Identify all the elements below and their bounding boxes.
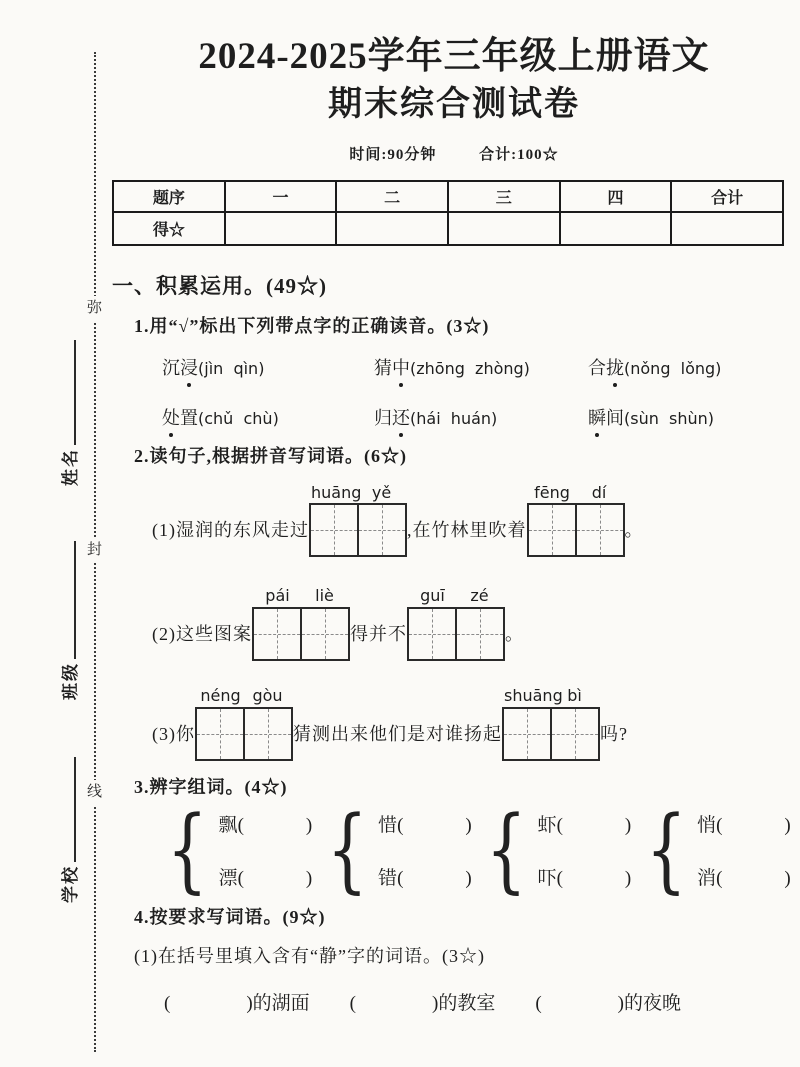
seal-char: 线 bbox=[86, 780, 103, 805]
paren-open: ( bbox=[556, 814, 563, 836]
q4-fill-suffix: 的夜晚 bbox=[624, 993, 682, 1015]
pinyin-box bbox=[407, 587, 505, 661]
q3-word-line bbox=[219, 863, 313, 890]
paren-close: ) bbox=[624, 814, 632, 836]
pinyin-box-label bbox=[197, 687, 291, 705]
q3-character: 悄 bbox=[697, 814, 717, 836]
q3-group-column bbox=[538, 810, 632, 890]
writing-grid-cell bbox=[504, 709, 550, 759]
score-table-col-header: 一 bbox=[225, 181, 337, 212]
writing-grid bbox=[195, 707, 293, 761]
sentence-text: 。 bbox=[624, 520, 644, 541]
q3-group-column bbox=[378, 810, 472, 890]
pinyin-box bbox=[502, 687, 600, 761]
pinyin-box-label bbox=[254, 587, 348, 605]
paren-close: ) bbox=[624, 867, 632, 889]
sentence-text: 猜测出来他们是对谁扬起 bbox=[293, 723, 502, 744]
score-table-col-header: 二 bbox=[336, 181, 448, 212]
paren-open: ( bbox=[164, 993, 171, 1015]
margin-field-label: 班级 bbox=[61, 662, 80, 700]
paren-open: ( bbox=[397, 814, 404, 836]
writing-grid-cell bbox=[455, 609, 503, 659]
writing-grid bbox=[252, 607, 350, 661]
paper-title-line2: 期末综合测试卷 bbox=[328, 86, 580, 124]
pinyin-syllable: liè bbox=[315, 586, 334, 606]
writing-grid-cell bbox=[311, 505, 357, 555]
q1-item bbox=[162, 354, 374, 380]
pinyin-box-label bbox=[529, 484, 623, 502]
q1-char-dotted: 处 bbox=[162, 404, 180, 430]
margin-field-name bbox=[56, 340, 81, 486]
pinyin-syllable: néng bbox=[200, 685, 241, 705]
q2-sentence bbox=[152, 687, 796, 761]
sentence-text: ,在竹林里吹着 bbox=[407, 520, 527, 541]
score-table-header-row bbox=[113, 181, 783, 212]
q3-group-column bbox=[697, 810, 791, 890]
sentence-text: 吗? bbox=[600, 723, 628, 744]
q1-items bbox=[162, 354, 796, 430]
q1-word bbox=[374, 408, 410, 428]
q2-sentence bbox=[152, 587, 796, 661]
q1-char-dotted: 还 bbox=[392, 404, 410, 430]
pinyin-syllable: shuāng bbox=[504, 685, 563, 705]
pinyin-syllable: dí bbox=[591, 482, 607, 502]
paren-close: ) bbox=[617, 993, 624, 1015]
q3-word-line bbox=[538, 863, 632, 890]
q3-group-column bbox=[219, 810, 313, 890]
q3-character: 消 bbox=[697, 867, 717, 889]
q1-char-dotted: 拢 bbox=[606, 354, 624, 380]
margin-field-school bbox=[56, 757, 81, 903]
q3-group bbox=[477, 795, 637, 903]
q1-readings: (hái huán) bbox=[410, 408, 498, 428]
q1-word bbox=[588, 408, 624, 428]
paper-meta bbox=[112, 143, 796, 164]
score-table-empty-cell bbox=[225, 212, 337, 245]
q3-word-line bbox=[219, 810, 313, 837]
q1-char: 合 bbox=[588, 357, 606, 378]
score-table bbox=[112, 180, 784, 246]
paren-close: ) bbox=[465, 814, 472, 836]
q1-readings: (chǔ chù) bbox=[198, 408, 279, 428]
score-table-empty-cell bbox=[336, 212, 448, 245]
writing-grid bbox=[527, 503, 625, 557]
paren-open: ( bbox=[716, 867, 723, 889]
margin-field-label: 姓名 bbox=[61, 448, 80, 486]
q1-word bbox=[162, 358, 198, 378]
q1-item bbox=[588, 404, 796, 430]
q4-fill-suffix: 的教室 bbox=[438, 993, 496, 1015]
pinyin-box bbox=[195, 687, 293, 761]
q3-brace: { bbox=[485, 795, 527, 903]
q1-readings: (sùn shùn) bbox=[624, 408, 715, 428]
paper-title-line1: 2024-2025学年三年级上册语文 bbox=[198, 36, 710, 77]
q4-fill-item bbox=[164, 988, 310, 1015]
score-table-row-label: 得☆ bbox=[113, 212, 225, 245]
q4-title: 4.按要求写词语。(9☆) bbox=[134, 907, 326, 928]
pinyin-syllable: gòu bbox=[252, 685, 283, 705]
q1-readings: (zhōng zhòng) bbox=[410, 358, 530, 378]
pinyin-box bbox=[252, 587, 350, 661]
margin-field-class bbox=[56, 541, 81, 700]
q2-sentence bbox=[152, 484, 796, 558]
margin-field-blank bbox=[56, 541, 76, 659]
sentence-text: (2)这些图案 bbox=[152, 623, 252, 644]
q3-character: 漂 bbox=[218, 867, 238, 889]
writing-grid bbox=[309, 503, 407, 557]
q1-word bbox=[374, 358, 410, 378]
margin-field-label: 学校 bbox=[61, 865, 80, 903]
pinyin-box-label bbox=[504, 687, 598, 705]
writing-grid-cell bbox=[575, 505, 623, 555]
pinyin-syllable: huāng bbox=[311, 482, 362, 502]
score-table-score-row bbox=[113, 212, 783, 245]
q1-char-dotted: 浸 bbox=[180, 354, 198, 380]
q1-char: 间 bbox=[606, 407, 624, 428]
sentence-text: (3)你 bbox=[152, 723, 195, 744]
q3-word-line bbox=[697, 863, 791, 890]
q4-fill-item bbox=[350, 988, 496, 1015]
q1-char-dotted: 中 bbox=[392, 354, 410, 380]
writing-grid-cell bbox=[300, 609, 348, 659]
sentence-text: 。 bbox=[505, 623, 524, 644]
sentence-text: (1)湿润的东风走过 bbox=[152, 520, 309, 541]
paren-close: ) bbox=[305, 867, 313, 889]
q1-char: 置 bbox=[180, 407, 198, 428]
writing-grid-cell bbox=[529, 505, 575, 555]
writing-grid-cell bbox=[254, 609, 300, 659]
score-table-col-header: 四 bbox=[560, 181, 672, 212]
score-table-col-header: 题序 bbox=[113, 181, 225, 212]
score-table-col-header: 三 bbox=[448, 181, 560, 212]
q4-fill-line bbox=[164, 988, 796, 1015]
pinyin-box bbox=[309, 484, 407, 558]
q3-group bbox=[637, 795, 797, 903]
writing-grid-cell bbox=[409, 609, 455, 659]
q3-word-line bbox=[378, 810, 472, 837]
paren-close: ) bbox=[432, 993, 439, 1015]
score-table-empty-cell bbox=[671, 212, 783, 245]
paper-content bbox=[112, 0, 796, 1015]
paren-close: ) bbox=[784, 814, 791, 836]
writing-grid-cell bbox=[357, 505, 405, 555]
q3-word-line bbox=[538, 810, 632, 837]
score-table-empty-cell bbox=[560, 212, 672, 245]
q3-group bbox=[318, 795, 478, 903]
section-1-heading: 一、积累运用。(49☆) bbox=[112, 273, 327, 298]
q3-title: 3.辨字组词。(4☆) bbox=[134, 776, 288, 797]
q3-group bbox=[158, 795, 318, 903]
q1-readings: (nǒng lǒng) bbox=[624, 358, 722, 378]
q1-title: 1.用“√”标出下列带点字的正确读音。(3☆) bbox=[134, 315, 490, 336]
sentence-text: 得并不 bbox=[350, 623, 407, 644]
pinyin-syllable: zé bbox=[470, 586, 489, 606]
meta-total: 合计:100☆ bbox=[479, 146, 559, 163]
paren-open: ( bbox=[349, 993, 356, 1015]
q1-item bbox=[162, 404, 374, 430]
paren-open: ( bbox=[535, 993, 542, 1015]
pinyin-syllable: yě bbox=[371, 482, 392, 502]
q2-title: 2.读句子,根据拼音写词语。(6☆) bbox=[134, 445, 407, 466]
q3-character: 惜 bbox=[378, 814, 398, 836]
paren-open: ( bbox=[237, 814, 244, 836]
q3-character: 错 bbox=[378, 867, 398, 889]
q1-char: 猜 bbox=[374, 357, 392, 378]
q1-char: 归 bbox=[374, 407, 392, 428]
meta-time: 时间:90分钟 bbox=[349, 146, 437, 163]
q1-word bbox=[588, 358, 624, 378]
score-table-empty-cell bbox=[448, 212, 560, 245]
seal-char: 封 bbox=[86, 538, 103, 563]
paren-open: ( bbox=[237, 867, 244, 889]
q2-sentences bbox=[112, 484, 796, 761]
q1-item bbox=[374, 354, 588, 380]
writing-grid-cell bbox=[197, 709, 243, 759]
pinyin-syllable: fēng bbox=[534, 482, 570, 502]
q1-item bbox=[374, 404, 588, 430]
q1-readings: (jìn qìn) bbox=[198, 358, 265, 378]
q3-brace: { bbox=[326, 795, 368, 903]
q3-word-line bbox=[378, 863, 472, 890]
paren-close: ) bbox=[246, 993, 253, 1015]
q3-character: 飘 bbox=[218, 814, 238, 836]
paren-open: ( bbox=[556, 867, 563, 889]
margin-field-blank bbox=[56, 340, 76, 445]
paren-close: ) bbox=[465, 867, 472, 889]
paren-close: ) bbox=[784, 867, 791, 889]
seal-char: 弥 bbox=[86, 296, 103, 321]
margin-field-blank bbox=[56, 757, 76, 862]
writing-grid bbox=[407, 607, 505, 661]
pinyin-box-label bbox=[409, 587, 503, 605]
q3-brace: { bbox=[645, 795, 687, 903]
pinyin-box bbox=[527, 484, 625, 558]
q4-fill-suffix: 的湖面 bbox=[252, 993, 310, 1015]
score-table-col-header: 合计 bbox=[671, 181, 783, 212]
pinyin-syllable: guī bbox=[420, 586, 445, 606]
q3-character: 吓 bbox=[537, 867, 557, 889]
q3-brace: { bbox=[166, 795, 208, 903]
q1-item bbox=[588, 354, 796, 380]
pinyin-box-label bbox=[311, 484, 405, 502]
writing-grid bbox=[502, 707, 600, 761]
writing-grid-cell bbox=[243, 709, 291, 759]
q1-char: 沉 bbox=[162, 357, 180, 378]
q3-character: 虾 bbox=[537, 814, 557, 836]
pinyin-syllable: pái bbox=[265, 586, 290, 606]
writing-grid-cell bbox=[550, 709, 598, 759]
q4-fill-item bbox=[535, 988, 681, 1015]
q1-char-dotted: 瞬 bbox=[588, 404, 606, 430]
q4-sub1: (1)在括号里填入含有“静”字的词语。(3☆) bbox=[134, 946, 485, 967]
q3-word-line bbox=[697, 810, 791, 837]
q1-word bbox=[162, 408, 198, 428]
paren-open: ( bbox=[397, 867, 404, 889]
paren-open: ( bbox=[716, 814, 723, 836]
q3-groups bbox=[158, 795, 796, 903]
paren-close: ) bbox=[305, 814, 313, 836]
pinyin-syllable: bì bbox=[567, 685, 582, 705]
